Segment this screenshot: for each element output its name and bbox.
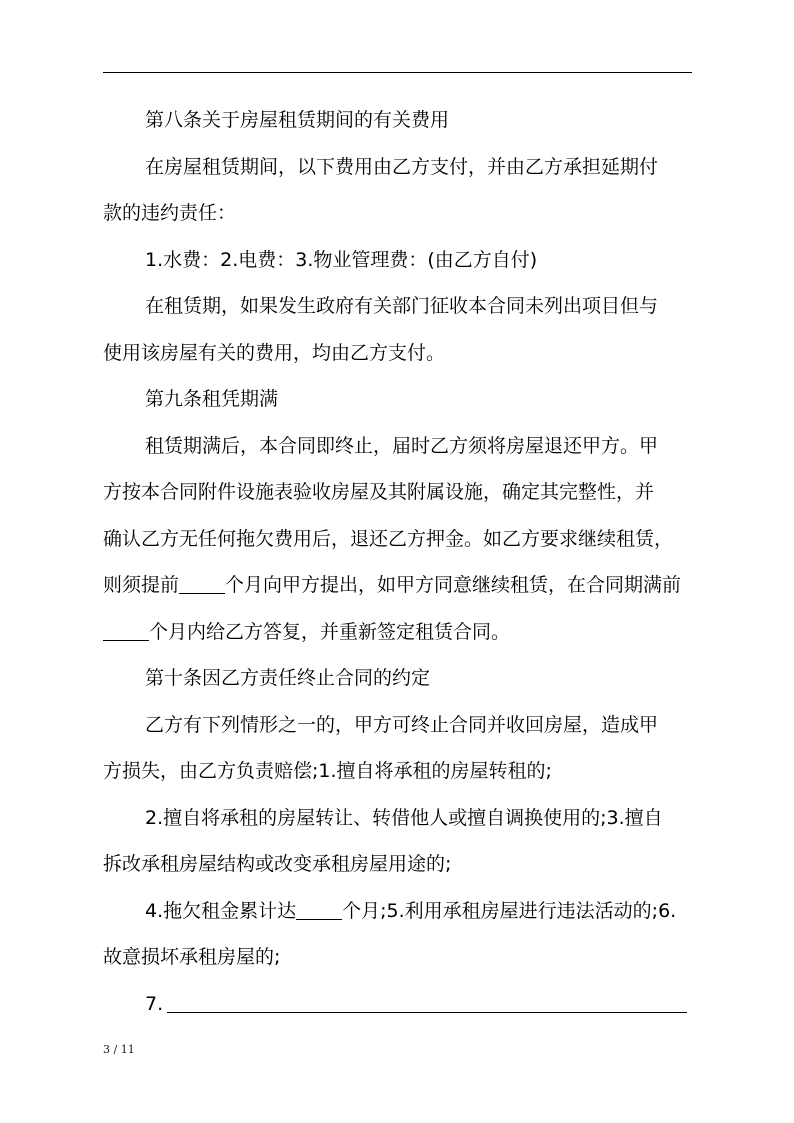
page-number: 3 / 11	[103, 1043, 135, 1056]
paragraph: 在租赁期，如果发生政府有关部门征收本合同未列出项目但与	[145, 295, 659, 317]
paragraph: 款的违约责任：	[103, 202, 237, 224]
text: 个月向甲方提出，如甲方同意继续租赁，在合同期满前	[225, 574, 682, 596]
fill-blank	[103, 622, 149, 641]
item-number: 7.	[145, 992, 164, 1015]
text: 则须提前	[103, 574, 180, 596]
paragraph: 在房屋租赁期间，以下费用由乙方支付，并由乙方承担延期付	[145, 155, 659, 178]
article8-title: 第八条关于房屋租赁期间的有关费用	[145, 109, 450, 131]
paragraph: 使用该房屋有关的费用，均由乙方支付。	[103, 341, 446, 364]
paragraph: 1.水费：2.电费：3.物业管理费：(由乙方自付)	[145, 248, 538, 271]
paragraph	[103, 562, 693, 609]
document-body	[103, 97, 693, 1027]
text: 4.拖欠租金累计达	[145, 899, 297, 922]
text: 个月;5.利用承租房屋进行违法活动的;6.	[342, 899, 677, 922]
fill-blank	[179, 575, 225, 594]
paragraph	[103, 888, 693, 935]
paragraph: 方损失，由乙方负责赔偿;1.擅自将承租的房屋转租的;	[103, 760, 552, 782]
paragraph: 故意损坏承租房屋的;	[103, 946, 281, 968]
article9-title: 第九条租凭期满	[145, 388, 279, 410]
paragraph	[103, 981, 693, 1028]
text: 个月内给乙方答复，并重新签定租赁合同。	[149, 620, 511, 643]
paragraph: 乙方有下列情形之一的，甲方可终止合同并收回房屋，造成甲	[145, 713, 659, 736]
article10-title: 第十条因乙方责任终止合同的约定	[145, 667, 431, 689]
paragraph: 租赁期满后，本合同即终止，届时乙方须将房屋退还甲方。甲	[145, 434, 659, 457]
paragraph: 拆改承租房屋结构或改变承租房屋用途的;	[103, 853, 452, 875]
paragraph	[103, 609, 693, 656]
header-rule	[103, 72, 692, 73]
fill-blank	[296, 901, 342, 920]
paragraph: 确认乙方无任何拖欠费用后，退还乙方押金。如乙方要求继续租赁，	[103, 527, 674, 550]
paragraph: 方按本合同附件设施表验收房屋及其附属设施，确定其完整性，并	[103, 481, 655, 503]
fill-blank	[167, 994, 687, 1013]
paragraph: 2.擅自将承租的房屋转让、转借他人或擅自调换使用的;3.擅自	[145, 806, 663, 829]
